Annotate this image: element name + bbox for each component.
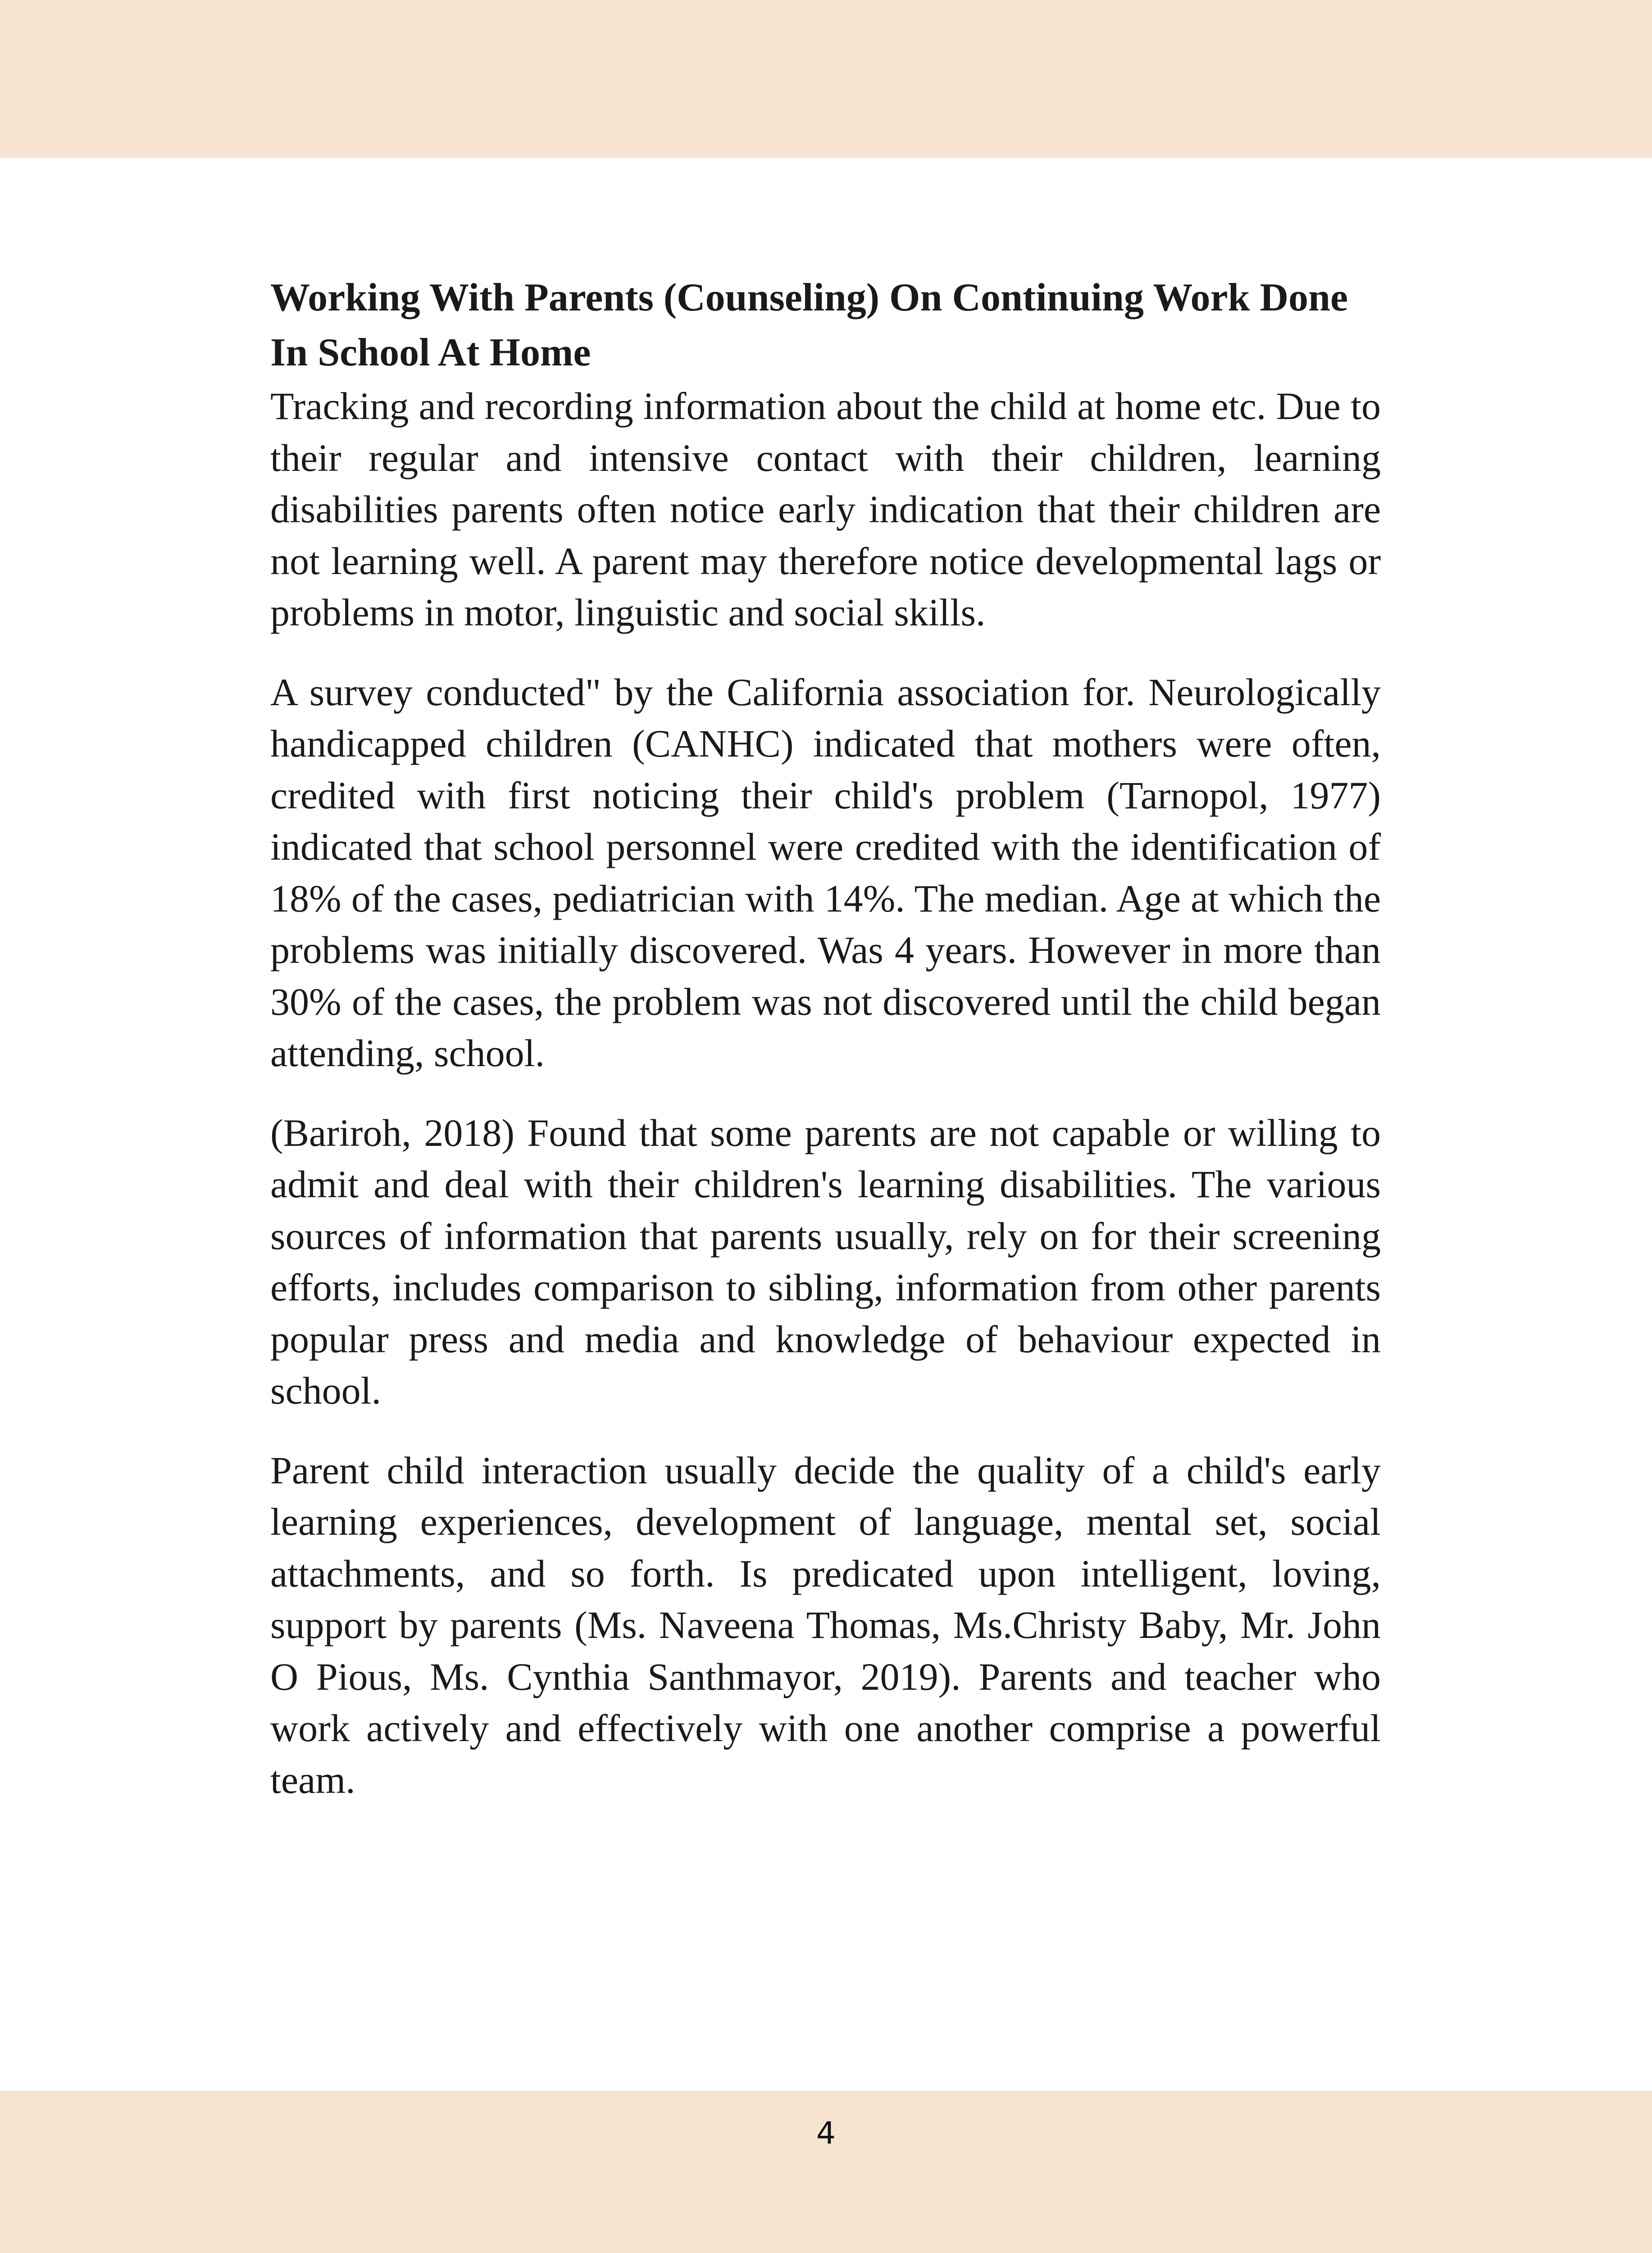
paragraph-bariroh: (Bariroh, 2018) Found that some parents are not capable or willing to admit and deal with their children's learning disabilities. The various sources of information that parents usually, rely on for their screening efforts, includes comparison to sibling, information from other parents popular press and media and knowledge of behaviour expected in school. [270,1111,1381,1412]
paragraph-survey: A survey conducted" by the California association for. Neurologically handicapped children (CANHC) indicated that mothers were often, credited with first noticing their child's problem (Tarnopol, 1977) indicated that school personnel were credited with the identification of 18% of the cases, pediatrician with 14%. The median. Age at which the problems was initially discovered. Was 4 years. However in more than 30% of the cases, the problem was not discovered until the child began attending, school. [270,670,1381,1075]
paragraph-interaction: Parent child interaction usually decide the quality of a child's early learning experiences, development of language, mental set, social attachments, and so forth. Is predicated upon intelligent, loving, support by parents (Ms. Naveena Thomas, Ms.Christy Baby, Mr. John O Pious, Ms. Cynthia Santhmayor, 2019). Parents and teacher who work actively and effectively with one another comprise a powerful team. [270,1448,1381,1801]
page-number: 4 [816,2116,836,2151]
header-band [0,0,1652,158]
section-heading: Working With Parents (Counseling) On Continuing Work Done In School At Home [270,276,1348,374]
footer-band [0,2091,1652,2253]
page-content [270,270,1381,1806]
paragraph-tracking: Tracking and recording information about the child at home etc. Due to their regular and intensive contact with their children, learning disabilities parents often notice early indication that their children are not learning well. A parent may therefore notice developmental lags or problems in motor, linguistic and social skills. [270,384,1381,634]
